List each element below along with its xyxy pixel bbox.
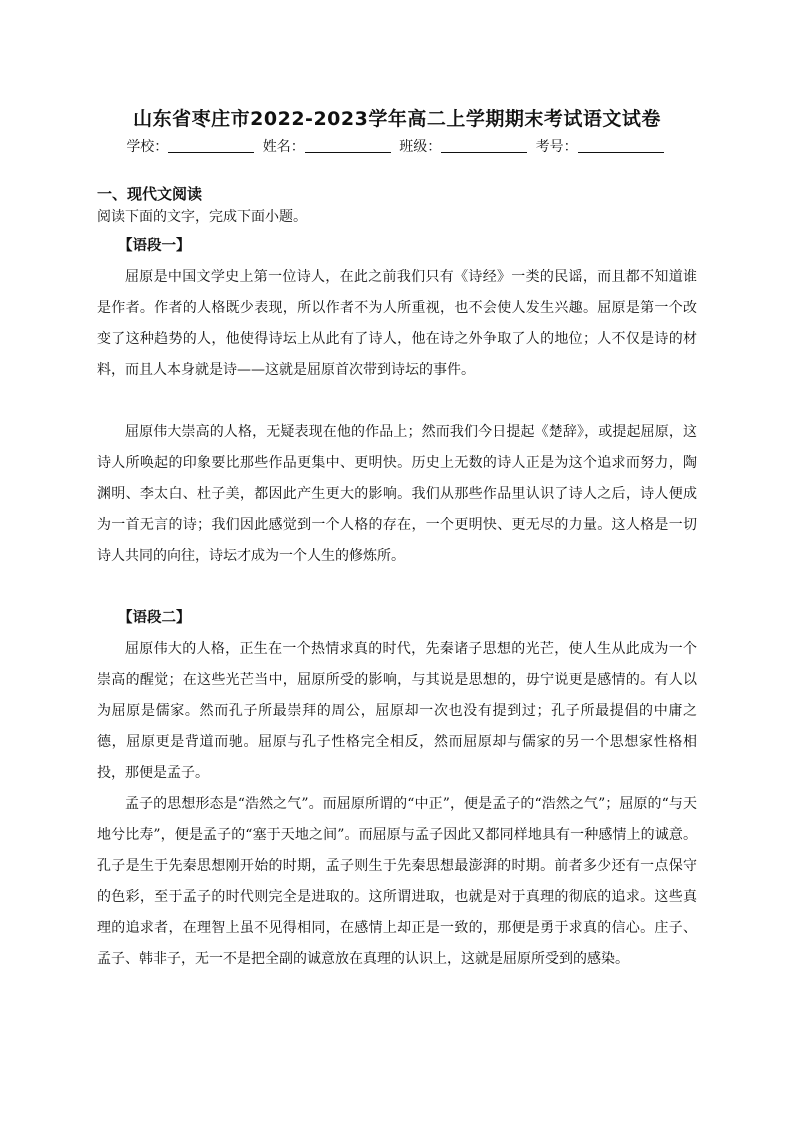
section-heading: 一、现代文阅读 [97,185,203,203]
exam-number-label: 考号： [535,139,578,155]
paragraph-1: 屈原是中国文学史上第一位诗人，在此之前我们只有《诗经》一类的民谣，而且都不知道谁是作者。作者的人格既少表现，所以作者不为人所重视，也不会使人发生兴趣。屈原是第一个改变了这种趋势的人，他使得诗坛上从此有了诗人，他在诗之外争取了人的地位；人不仅是诗的材料，而且人本身就是诗——这就是屈原首次带到诗坛的事件。 [97,269,697,378]
paragraph-3: 屈原伟大的人格，正生在一个热情求真的时代，先秦诸子思想的光芒，使人生从此成为一个崇高的醒觉；在这些光芒当中，屈原所受的影响，与其说是思想的，毋宁说更是感情的。有人以为屈原是儒家。然而孔子所最崇拜的周公，屈原却一次也没有提到过；孔子所最提倡的中庸之德，屈原更是背道而驰。屈原与孔子性格完全相反，然而屈原却与儒家的另一个思想家性格相投，那便是孟子。 [97,641,697,781]
reading-instruction: 阅读下面的文字，完成下面小题。 [97,209,307,225]
school-label: 学校： [126,139,169,155]
passage-label-1: 【语段一】 [118,238,191,254]
student-info-line [0,136,794,156]
class-blank[interactable] [441,138,527,153]
name-blank[interactable] [305,138,391,153]
school-blank[interactable] [168,138,254,153]
exam-number-blank[interactable] [578,138,664,153]
paragraph-2: 屈原伟大崇高的人格，无疑表现在他的作品上；然而我们今日提起《楚辞》，或提起屈原，这诗人所唤起的印象要比那些作品更集中、更明快。历史上无数的诗人正是为这个追求而努力，陶渊明、李太白、杜子美，都因此产生更大的影响。我们从那些作品里认识了诗人之后，诗人便成为一首无言的诗；我们因此感觉到一个人格的存在，一个更明快、更无尽的力量。这人格是一切诗人共同的向往，诗坛才成为一个人生的修炼所。 [97,424,697,564]
paragraph-4: 孟子的思想形态是“浩然之气”。而屈原所谓的“中正”，便是孟子的“浩然之气”；屈原的“与天地兮比寿”，便是孟子的“塞于天地之间”。而屈原与孟子因此又都同样地具有一种感情上的诚意。孔子是生于先秦思想刚开始的时期，孟子则生于先秦思想最澎湃的时期。前者多少还有一点保守的色彩，至于孟子的时代则完全是进取的。这所谓进取，也就是对于真理的彻底的追求。这些真理的追求者，在理智上虽不见得相同，在感情上却正是一致的，那便是勇于求真的信心。庄子、孟子、韩非子，无一不是把全副的诚意放在真理的认识上，这就是屈原所受到的感染。 [97,796,697,967]
name-label: 姓名： [262,139,305,155]
class-label: 班级： [399,139,442,155]
passage-label-2: 【语段二】 [118,610,191,626]
page-title: 山东省枣庄市2022-2023学年高二上学期期末考试语文试卷 [133,108,661,130]
